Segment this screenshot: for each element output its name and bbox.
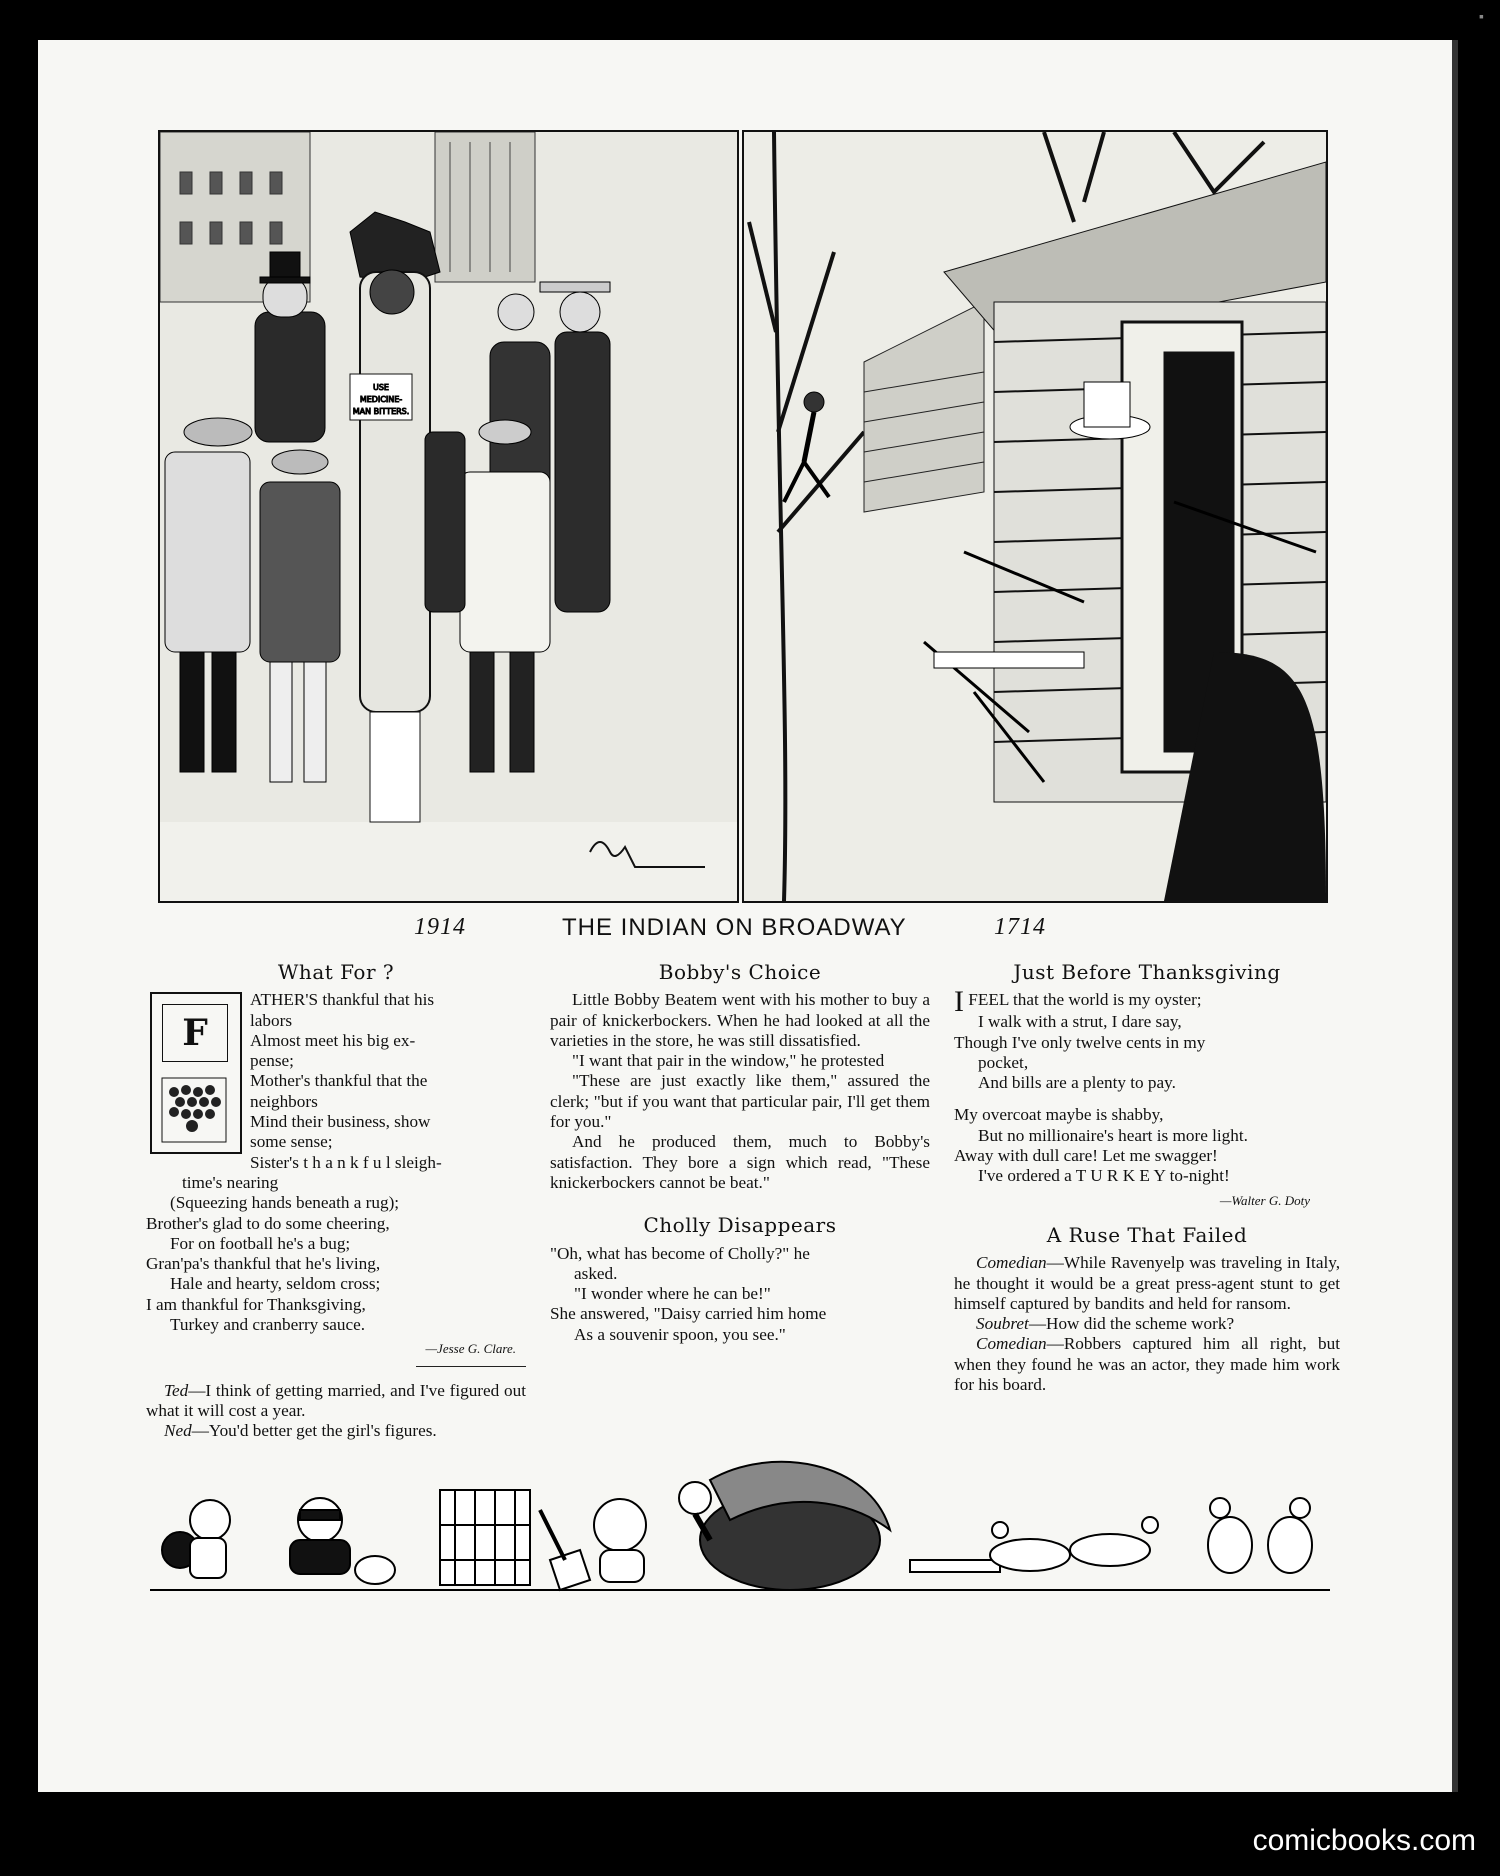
caption-title: THE INDIAN ON BROADWAY [562, 914, 907, 941]
dialogue-text: —Robbers captured him all right, but when they found he was an actor, they made him work for his board. [954, 1334, 1340, 1395]
poem-line: Gran'pa's thankful that he's living, [146, 1254, 381, 1274]
poem-line: And bills are a plenty to pay. [978, 1073, 1176, 1093]
speaker: Comedian [976, 1253, 1047, 1273]
poem-line-text: FEEL that the world is my oyster; [968, 990, 1202, 1010]
column-bobby-cholly [550, 962, 930, 1345]
poem-line: Though I've only twelve cents in my [954, 1032, 1206, 1052]
poem-line: time's nearing [182, 1172, 279, 1192]
poem-line: labors [250, 1010, 293, 1030]
illustration-broadway-1914 [158, 130, 739, 903]
poem-line: My overcoat maybe is shabby, [954, 1105, 1164, 1125]
poem-line [954, 985, 1340, 1019]
caption-year-1714: 1714 [994, 914, 1046, 940]
dialogue-text: —While Ravenyelp was traveling in Italy, he thought it would be a great press-agent stunt to get himself captured by bandits and held for ransom. [954, 1253, 1340, 1313]
poem-line: "I wonder where he can be!" [574, 1284, 771, 1304]
column-thanksgiving-ruse [954, 962, 1340, 1395]
svg-text:MAN BITTERS.: MAN BITTERS. [352, 407, 410, 416]
speaker-ned: Ned [164, 1421, 192, 1441]
paragraph: Little Bobby Beatem went with his mother to buy a pair of knickerbockers. When he had looked at all the varieties in the store, he was still dissatisfied. [550, 990, 930, 1050]
corner-mark: ▪ [1479, 10, 1484, 25]
signature-jesse-clare: —Jesse G. Clare. [425, 1341, 516, 1357]
poem-line: But no millionaire's heart is more light. [978, 1125, 1248, 1145]
poem-line: Hale and hearty, seldom cross; [170, 1274, 381, 1294]
page-edge [1452, 40, 1458, 1792]
poem-line: As a souvenir spoon, you see." [574, 1324, 786, 1344]
joke-ted [146, 1381, 526, 1422]
article-title-bobbys-choice: Bobby's Choice [658, 960, 822, 984]
article-title-just-before-thanksgiving: Just Before Thanksgiving [1013, 960, 1281, 984]
divider-rule [416, 1366, 526, 1367]
poem-line: (Squeezing hands beneath a rug); [170, 1193, 400, 1213]
speaker: Comedian [976, 1334, 1047, 1354]
dialogue-text: —How did the scheme work? [1028, 1314, 1235, 1334]
signature-walter-doty: —Walter G. Doty [1219, 1192, 1310, 1208]
poem-line: neighbors [250, 1091, 318, 1111]
poem-line: "Oh, what has become of Cholly?" he [550, 1243, 810, 1263]
column-what-for [146, 962, 526, 1442]
poem-line: Brother's glad to do some cheering, [146, 1213, 390, 1233]
paragraph: "These are just exactly like them," assured the clerk; "but if you want that particular pair, I'll get them for you." [550, 1071, 930, 1132]
poem-thanksgiving [954, 985, 1340, 1186]
speaker: Soubret [976, 1314, 1029, 1334]
poem-line: Mother's thankful that the [250, 1071, 428, 1091]
dropcap-letter: F [162, 1004, 228, 1062]
broadway-scene-drawing [160, 132, 737, 901]
poem-line: ATHER'S thankful that his [250, 990, 435, 1010]
cabin-scene-drawing [744, 132, 1326, 901]
joke-ted-text: —I think of getting married, and I've figured out what it will cost a year. [146, 1380, 526, 1420]
dialogue-line [954, 1334, 1340, 1395]
poem-line: I am thankful for Thanksgiving, [146, 1294, 366, 1314]
illustration-cabin-1714 [742, 130, 1328, 903]
grapes-ornament-icon [152, 1072, 240, 1152]
poem-line: asked. [574, 1263, 618, 1283]
joke-ned-text: —You'd better get the girl's figures. [191, 1421, 437, 1441]
poem-line: Mind their business, show [250, 1112, 431, 1132]
poem-line: Almost meet his big ex- [250, 1030, 416, 1050]
article-title-what-for: What For ? [277, 960, 395, 984]
caption-year-1914: 1914 [414, 914, 466, 940]
dropcap-letter: I [954, 985, 964, 1019]
article-title-cholly: Cholly Disappears [643, 1213, 837, 1238]
svg-text:MEDICINE-: MEDICINE- [359, 395, 403, 404]
dialogue-line [954, 1314, 1340, 1334]
poem-line: I've ordered a T U R K E Y to-night! [978, 1166, 1230, 1186]
poem-line: Sister's t h a n k f u l sleigh- [250, 1152, 442, 1172]
poem-line: She answered, "Daisy carried him home [550, 1304, 827, 1324]
article-title-ruse: A Ruse That Failed [1046, 1222, 1248, 1247]
poem-line: Away with dull care! Let me swagger! [954, 1146, 1218, 1166]
paragraph: "I want that pair in the window," he protested [572, 1051, 885, 1071]
thanksgiving-border-illustration [150, 1450, 1330, 1600]
poem-line: Turkey and cranberry sauce. [170, 1315, 366, 1335]
poem-line: pense; [250, 1051, 294, 1071]
joke-ned [146, 1421, 526, 1441]
watermark-text: comicbooks.com [1252, 1824, 1476, 1857]
poem-line: For on football he's a bug; [170, 1233, 351, 1253]
dropcap-ornament [150, 992, 242, 1154]
poem-line: some sense; [250, 1132, 333, 1152]
speaker-ted: Ted [164, 1380, 189, 1400]
svg-text:USE: USE [373, 383, 389, 392]
poem-line: I walk with a strut, I dare say, [978, 1012, 1182, 1032]
paragraph: And he produced them, much to Bobby's satisfaction. They bore a sign which read, "These knickerbockers cannot be beat." [550, 1132, 930, 1192]
dialogue-line [954, 1253, 1340, 1314]
poem-line: pocket, [978, 1052, 1029, 1072]
